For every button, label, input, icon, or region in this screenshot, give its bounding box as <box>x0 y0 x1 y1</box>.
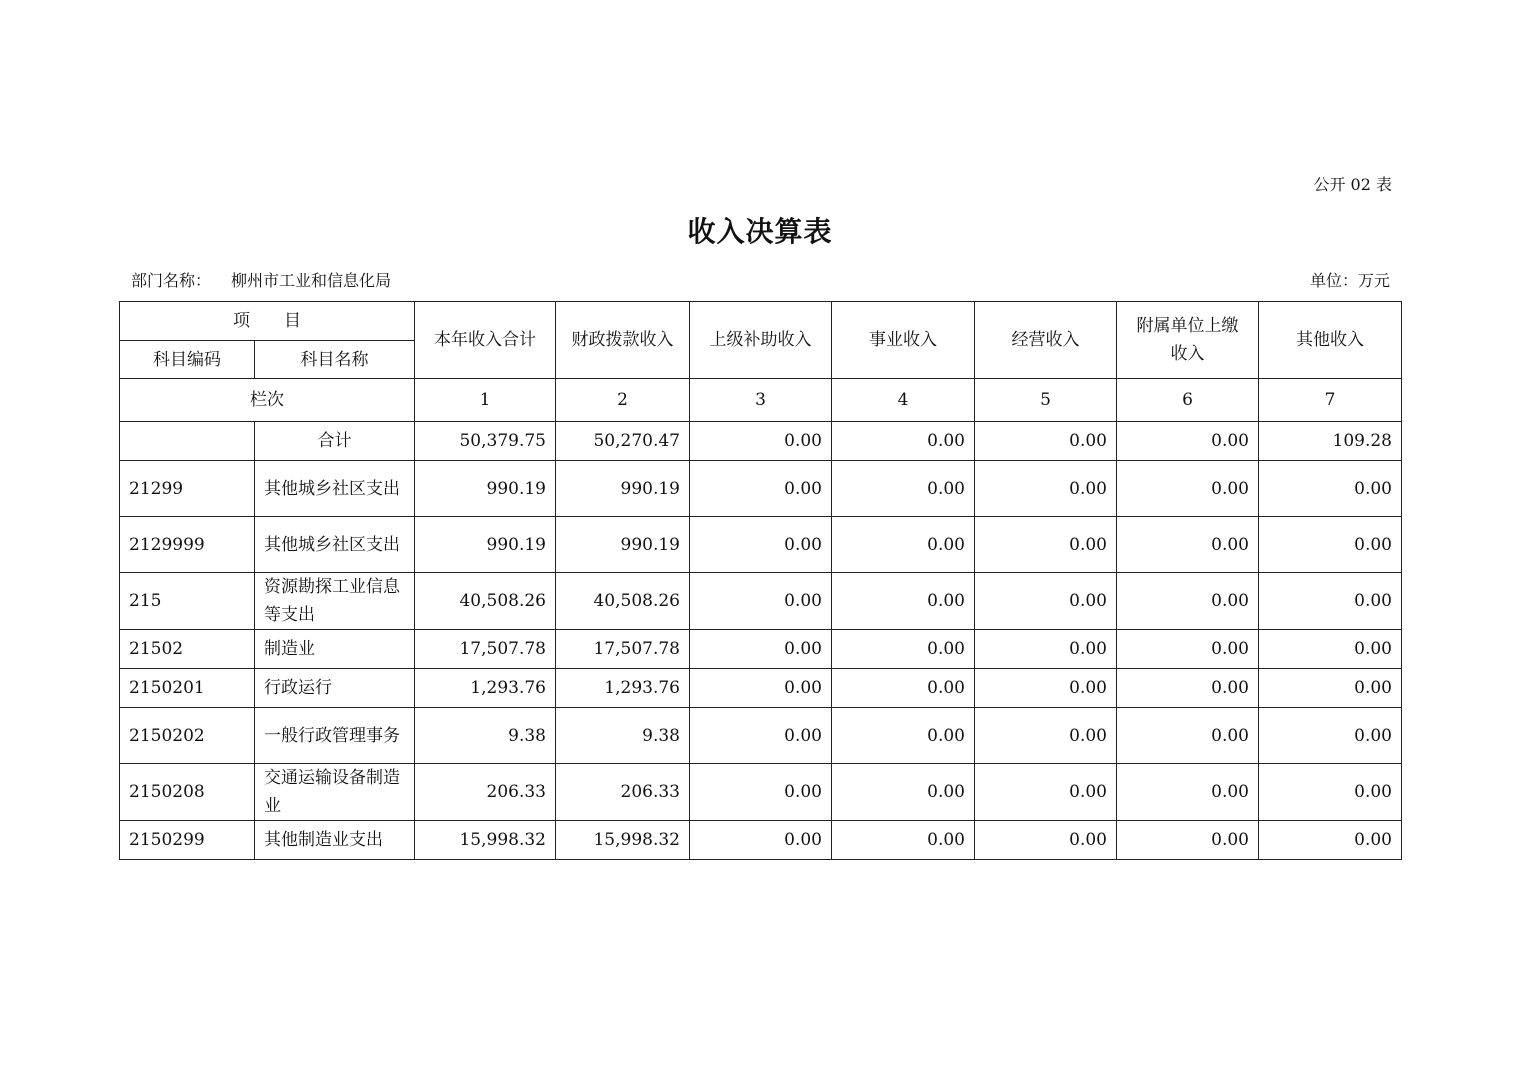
total-row <box>120 422 1402 461</box>
value-cell: 0.00 <box>690 573 832 630</box>
column-index: 6 <box>1117 379 1259 422</box>
value-cell: 0.00 <box>1259 573 1402 630</box>
value-cell: 0.00 <box>832 630 975 669</box>
value-cell: 17,507.78 <box>556 630 690 669</box>
value-cell: 0.00 <box>1259 764 1402 821</box>
value-cell: 0.00 <box>1259 669 1402 708</box>
value-cell: 0.00 <box>690 764 832 821</box>
value-cell: 0.00 <box>690 630 832 669</box>
value-cell: 0.00 <box>832 422 975 461</box>
code-cell: 2150201 <box>120 669 255 708</box>
value-cell: 0.00 <box>832 764 975 821</box>
table-row <box>120 708 1402 764</box>
page-title: 收入决算表 <box>687 215 833 248</box>
value-cell: 15,998.32 <box>556 821 690 860</box>
column-header: 事业收入 <box>832 302 975 379</box>
value-cell: 0.00 <box>690 517 832 573</box>
value-cell: 0.00 <box>832 669 975 708</box>
name-cell: 其他城乡社区支出 <box>255 461 415 517</box>
column-index-row <box>120 379 1402 422</box>
table-row <box>120 821 1402 860</box>
value-cell: 0.00 <box>1117 517 1259 573</box>
name-header: 科目名称 <box>255 341 415 379</box>
total-code-cell <box>120 422 255 461</box>
value-cell: 0.00 <box>1259 630 1402 669</box>
name-cell: 制造业 <box>255 630 415 669</box>
code-cell: 2150299 <box>120 821 255 860</box>
value-cell: 0.00 <box>975 422 1117 461</box>
code-cell: 2129999 <box>120 517 255 573</box>
code-cell: 2150202 <box>120 708 255 764</box>
value-cell: 206.33 <box>415 764 556 821</box>
table-row <box>120 517 1402 573</box>
name-cell: 行政运行 <box>255 669 415 708</box>
value-cell: 0.00 <box>1259 461 1402 517</box>
value-cell: 990.19 <box>415 517 556 573</box>
department-info <box>131 268 391 291</box>
value-cell: 0.00 <box>690 669 832 708</box>
form-number: 公开 02 表 <box>1313 175 1392 194</box>
value-cell: 990.19 <box>556 461 690 517</box>
value-cell: 0.00 <box>1117 630 1259 669</box>
column-header: 其他收入 <box>1259 302 1402 379</box>
value-cell: 0.00 <box>690 821 832 860</box>
value-cell: 0.00 <box>1117 821 1259 860</box>
value-cell: 0.00 <box>975 630 1117 669</box>
name-cell: 一般行政管理事务 <box>255 708 415 764</box>
value-cell: 15,998.32 <box>415 821 556 860</box>
value-cell: 1,293.76 <box>415 669 556 708</box>
value-cell: 9.38 <box>415 708 556 764</box>
value-cell: 0.00 <box>1259 708 1402 764</box>
code-cell: 2150208 <box>120 764 255 821</box>
value-cell: 0.00 <box>975 669 1117 708</box>
column-header: 附属单位上缴收入 <box>1117 302 1259 379</box>
value-cell: 0.00 <box>975 461 1117 517</box>
column-index: 5 <box>975 379 1117 422</box>
name-cell: 交通运输设备制造业 <box>255 764 415 821</box>
value-cell: 0.00 <box>832 461 975 517</box>
column-index: 7 <box>1259 379 1402 422</box>
table-row <box>120 573 1402 630</box>
value-cell: 0.00 <box>832 708 975 764</box>
value-cell: 0.00 <box>975 821 1117 860</box>
value-cell: 0.00 <box>832 573 975 630</box>
project-header: 项 目 <box>120 302 415 341</box>
department-label: 部门名称： <box>131 271 212 290</box>
income-settlement-table <box>119 301 1402 860</box>
code-cell: 21502 <box>120 630 255 669</box>
value-cell: 0.00 <box>1259 821 1402 860</box>
name-cell: 其他制造业支出 <box>255 821 415 860</box>
column-header: 经营收入 <box>975 302 1117 379</box>
value-cell: 17,507.78 <box>415 630 556 669</box>
code-header: 科目编码 <box>120 341 255 379</box>
column-index: 3 <box>690 379 832 422</box>
column-header: 本年收入合计 <box>415 302 556 379</box>
value-cell: 206.33 <box>556 764 690 821</box>
value-cell: 0.00 <box>1117 573 1259 630</box>
value-cell: 40,508.26 <box>556 573 690 630</box>
value-cell: 0.00 <box>975 517 1117 573</box>
value-cell: 0.00 <box>832 821 975 860</box>
value-cell: 9.38 <box>556 708 690 764</box>
unit-label: 单位：万元 <box>1309 271 1390 290</box>
value-cell: 50,270.47 <box>556 422 690 461</box>
table-row <box>120 461 1402 517</box>
department-name: 柳州市工业和信息化局 <box>231 271 392 290</box>
value-cell: 0.00 <box>690 461 832 517</box>
value-cell: 1,293.76 <box>556 669 690 708</box>
total-label: 合计 <box>255 422 415 461</box>
value-cell: 0.00 <box>832 517 975 573</box>
value-cell: 0.00 <box>1117 461 1259 517</box>
column-index-label: 栏次 <box>120 379 415 422</box>
value-cell: 0.00 <box>975 708 1117 764</box>
value-cell: 40,508.26 <box>415 573 556 630</box>
value-cell: 0.00 <box>975 573 1117 630</box>
table-row <box>120 630 1402 669</box>
table-row <box>120 669 1402 708</box>
name-cell: 资源勘探工业信息等支出 <box>255 573 415 630</box>
value-cell: 0.00 <box>1259 517 1402 573</box>
value-cell: 0.00 <box>1117 669 1259 708</box>
code-cell: 215 <box>120 573 255 630</box>
value-cell: 990.19 <box>556 517 690 573</box>
column-index: 2 <box>556 379 690 422</box>
value-cell: 0.00 <box>1117 764 1259 821</box>
code-cell: 21299 <box>120 461 255 517</box>
column-header: 财政拨款收入 <box>556 302 690 379</box>
name-cell: 其他城乡社区支出 <box>255 517 415 573</box>
header-row-1 <box>120 302 1402 341</box>
value-cell: 0.00 <box>975 764 1117 821</box>
column-index: 1 <box>415 379 556 422</box>
value-cell: 0.00 <box>690 422 832 461</box>
value-cell: 50,379.75 <box>415 422 556 461</box>
value-cell: 0.00 <box>1117 422 1259 461</box>
table-row <box>120 764 1402 821</box>
value-cell: 109.28 <box>1259 422 1402 461</box>
column-header: 上级补助收入 <box>690 302 832 379</box>
value-cell: 990.19 <box>415 461 556 517</box>
column-index: 4 <box>832 379 975 422</box>
value-cell: 0.00 <box>690 708 832 764</box>
value-cell: 0.00 <box>1117 708 1259 764</box>
